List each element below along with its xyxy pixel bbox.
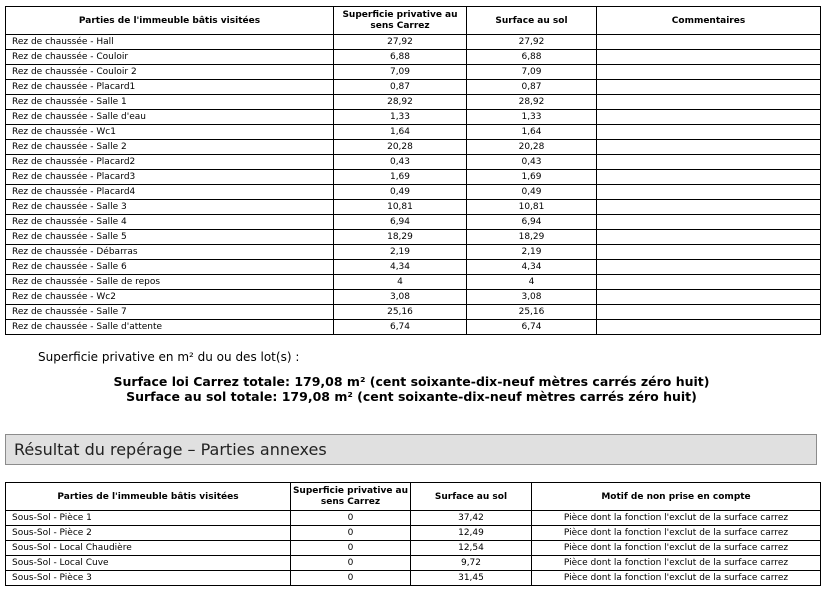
table-row <box>6 245 821 260</box>
table-row <box>6 511 821 526</box>
carrez-area-cell: 0,87 <box>334 80 467 95</box>
table-row <box>6 556 821 571</box>
comment-cell <box>597 65 821 80</box>
carrez-area-cell: 18,29 <box>334 230 467 245</box>
floor-area-cell: 27,92 <box>467 35 597 50</box>
table-row <box>6 571 821 586</box>
floor-area-cell: 0,43 <box>467 155 597 170</box>
col-header-rooms: Parties de l'immeuble bâtis visitées <box>6 7 334 35</box>
comment-cell <box>597 230 821 245</box>
table-row <box>6 320 821 335</box>
carrez-area-cell: 0,43 <box>334 155 467 170</box>
table-row <box>6 80 821 95</box>
floor-area-cell: 31,45 <box>411 571 532 586</box>
comment-cell <box>597 260 821 275</box>
floor-area-cell: 4 <box>467 275 597 290</box>
room-name-cell: Sous-Sol - Local Chaudière <box>6 541 291 556</box>
table-row <box>6 95 821 110</box>
floor-area-cell: 6,94 <box>467 215 597 230</box>
table-row <box>6 125 821 140</box>
table-header-row <box>6 7 821 35</box>
main-surface-table <box>5 6 821 335</box>
carrez-area-cell: 25,16 <box>334 305 467 320</box>
room-name-cell: Rez de chaussée - Débarras <box>6 245 334 260</box>
carrez-area-cell: 6,74 <box>334 320 467 335</box>
reason-cell: Pièce dont la fonction l'exclut de la surface carrez <box>532 511 821 526</box>
comment-cell <box>597 275 821 290</box>
carrez-area-cell: 6,94 <box>334 215 467 230</box>
floor-area-cell: 6,88 <box>467 50 597 65</box>
reason-cell: Pièce dont la fonction l'exclut de la surface carrez <box>532 541 821 556</box>
carrez-area-cell: 6,88 <box>334 50 467 65</box>
total-floor-area: Surface au sol totale: 179,08 m² (cent soixante-dix-neuf mètres carrés zéro huit) <box>126 389 697 404</box>
floor-area-cell: 0,49 <box>467 185 597 200</box>
room-name-cell: Rez de chaussée - Placard2 <box>6 155 334 170</box>
table-row <box>6 50 821 65</box>
carrez-area-cell: 1,33 <box>334 110 467 125</box>
table-body <box>6 35 821 335</box>
table-row <box>6 110 821 125</box>
floor-area-cell: 10,81 <box>467 200 597 215</box>
col-header-carrez: Superficie privative au sens Carrez <box>334 7 467 35</box>
floor-area-cell: 12,54 <box>411 541 532 556</box>
floor-area-cell: 1,33 <box>467 110 597 125</box>
table-row <box>6 140 821 155</box>
col-header-floor-area: Surface au sol <box>411 483 532 511</box>
table-row <box>6 155 821 170</box>
carrez-area-cell: 0 <box>291 541 411 556</box>
col-header-floor-area: Surface au sol <box>467 7 597 35</box>
annex-surface-table <box>5 482 821 586</box>
room-name-cell: Rez de chaussée - Salle 7 <box>6 305 334 320</box>
carrez-area-cell: 0 <box>291 556 411 571</box>
carrez-area-cell: 0 <box>291 511 411 526</box>
room-name-cell: Rez de chaussée - Salle d'attente <box>6 320 334 335</box>
floor-area-cell: 18,29 <box>467 230 597 245</box>
table-row <box>6 260 821 275</box>
comment-cell <box>597 110 821 125</box>
floor-area-cell: 12,49 <box>411 526 532 541</box>
room-name-cell: Rez de chaussée - Wc1 <box>6 125 334 140</box>
table-row <box>6 290 821 305</box>
comment-cell <box>597 185 821 200</box>
room-name-cell: Rez de chaussée - Salle 6 <box>6 260 334 275</box>
carrez-area-cell: 0,49 <box>334 185 467 200</box>
reason-cell: Pièce dont la fonction l'exclut de la surface carrez <box>532 556 821 571</box>
col-header-rooms: Parties de l'immeuble bâtis visitées <box>6 483 291 511</box>
room-name-cell: Sous-Sol - Pièce 3 <box>6 571 291 586</box>
room-name-cell: Rez de chaussée - Placard3 <box>6 170 334 185</box>
room-name-cell: Sous-Sol - Local Cuve <box>6 556 291 571</box>
reason-cell: Pièce dont la fonction l'exclut de la surface carrez <box>532 571 821 586</box>
room-name-cell: Rez de chaussée - Couloir 2 <box>6 65 334 80</box>
floor-area-cell: 2,19 <box>467 245 597 260</box>
table-row <box>6 215 821 230</box>
comment-cell <box>597 170 821 185</box>
comment-cell <box>597 245 821 260</box>
comment-cell <box>597 320 821 335</box>
floor-area-cell: 6,74 <box>467 320 597 335</box>
carrez-area-cell: 3,08 <box>334 290 467 305</box>
col-header-reason: Motif de non prise en compte <box>532 483 821 511</box>
comment-cell <box>597 155 821 170</box>
floor-area-cell: 37,42 <box>411 511 532 526</box>
table-row <box>6 305 821 320</box>
floor-area-cell: 25,16 <box>467 305 597 320</box>
room-name-cell: Rez de chaussée - Hall <box>6 35 334 50</box>
room-name-cell: Sous-Sol - Pièce 2 <box>6 526 291 541</box>
room-name-cell: Rez de chaussée - Salle 2 <box>6 140 334 155</box>
carrez-area-cell: 20,28 <box>334 140 467 155</box>
comment-cell <box>597 140 821 155</box>
summary-subtitle: Superficie privative en m² du ou des lot(s) : <box>38 350 300 364</box>
carrez-area-cell: 7,09 <box>334 65 467 80</box>
room-name-cell: Rez de chaussée - Couloir <box>6 50 334 65</box>
comment-cell <box>597 215 821 230</box>
room-name-cell: Rez de chaussée - Salle 1 <box>6 95 334 110</box>
col-header-comments: Commentaires <box>597 7 821 35</box>
carrez-area-cell: 1,69 <box>334 170 467 185</box>
comment-cell <box>597 125 821 140</box>
carrez-area-cell: 4,34 <box>334 260 467 275</box>
room-name-cell: Sous-Sol - Pièce 1 <box>6 511 291 526</box>
table-body <box>6 511 821 586</box>
room-name-cell: Rez de chaussée - Salle 3 <box>6 200 334 215</box>
floor-area-cell: 7,09 <box>467 65 597 80</box>
carrez-area-cell: 28,92 <box>334 95 467 110</box>
table-row <box>6 65 821 80</box>
floor-area-cell: 1,64 <box>467 125 597 140</box>
room-name-cell: Rez de chaussée - Salle d'eau <box>6 110 334 125</box>
floor-area-cell: 20,28 <box>467 140 597 155</box>
floor-area-cell: 28,92 <box>467 95 597 110</box>
carrez-area-cell: 27,92 <box>334 35 467 50</box>
comment-cell <box>597 95 821 110</box>
room-name-cell: Rez de chaussée - Placard4 <box>6 185 334 200</box>
room-name-cell: Rez de chaussée - Wc2 <box>6 290 334 305</box>
carrez-area-cell: 10,81 <box>334 200 467 215</box>
comment-cell <box>597 200 821 215</box>
table-row <box>6 200 821 215</box>
comment-cell <box>597 305 821 320</box>
table-row <box>6 526 821 541</box>
total-carrez: Surface loi Carrez totale: 179,08 m² (cent soixante-dix-neuf mètres carrés zéro huit) <box>113 374 710 389</box>
carrez-area-cell: 4 <box>334 275 467 290</box>
table-row <box>6 230 821 245</box>
table-row <box>6 170 821 185</box>
comment-cell <box>597 80 821 95</box>
table-row <box>6 185 821 200</box>
section-title-annexes: Résultat du repérage – Parties annexes <box>5 434 817 465</box>
col-header-carrez: Superficie privative au sens Carrez <box>291 483 411 511</box>
carrez-area-cell: 0 <box>291 571 411 586</box>
table-row <box>6 35 821 50</box>
comment-cell <box>597 50 821 65</box>
table-row <box>6 541 821 556</box>
floor-area-cell: 9,72 <box>411 556 532 571</box>
floor-area-cell: 3,08 <box>467 290 597 305</box>
room-name-cell: Rez de chaussée - Salle 4 <box>6 215 334 230</box>
carrez-area-cell: 2,19 <box>334 245 467 260</box>
floor-area-cell: 1,69 <box>467 170 597 185</box>
reason-cell: Pièce dont la fonction l'exclut de la surface carrez <box>532 526 821 541</box>
carrez-area-cell: 1,64 <box>334 125 467 140</box>
floor-area-cell: 4,34 <box>467 260 597 275</box>
comment-cell <box>597 290 821 305</box>
table-row <box>6 275 821 290</box>
room-name-cell: Rez de chaussée - Placard1 <box>6 80 334 95</box>
room-name-cell: Rez de chaussée - Salle 5 <box>6 230 334 245</box>
comment-cell <box>597 35 821 50</box>
table-header-row <box>6 483 821 511</box>
carrez-area-cell: 0 <box>291 526 411 541</box>
room-name-cell: Rez de chaussée - Salle de repos <box>6 275 334 290</box>
floor-area-cell: 0,87 <box>467 80 597 95</box>
